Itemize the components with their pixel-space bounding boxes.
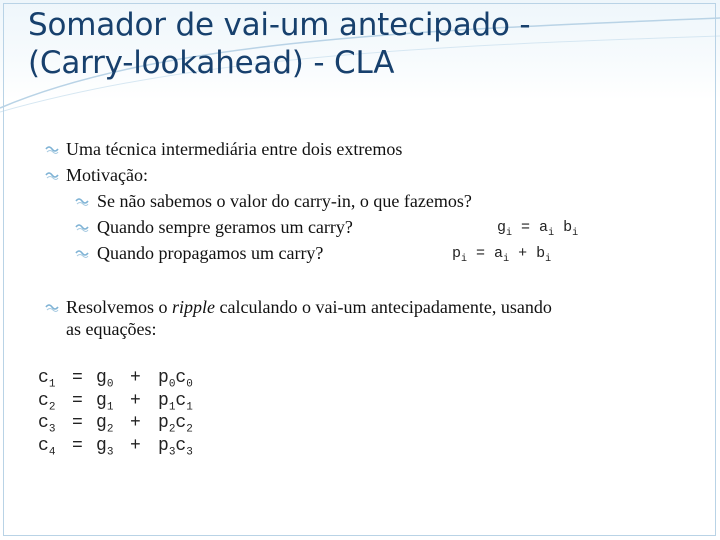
- bullet-text: calculando o vai-um antecipadamente, usando: [215, 297, 552, 317]
- bullet-ripple: [45, 296, 686, 340]
- subbullet-carry-in: [75, 190, 472, 212]
- plus-sign: +: [130, 435, 141, 456]
- propagate-carry-term: $p_2c_2$: [158, 413, 193, 436]
- generate-term: $g_1$: [96, 390, 114, 414]
- bullet-marker-icon: [45, 143, 59, 155]
- equals-sign: =: [72, 368, 83, 388]
- plus-sign: +: [130, 368, 141, 388]
- bullet-marker-icon: [75, 221, 89, 233]
- subbullet-generate: [75, 216, 353, 238]
- subbullet-propagate: [75, 242, 323, 264]
- propagate-carry-term: $p_3c_3$: [158, 435, 193, 459]
- equals-sign: =: [72, 413, 83, 434]
- bullet-marker-icon: [75, 247, 89, 259]
- bullet-motivation: [45, 164, 148, 186]
- title-line-1: Somador de vai-um antecipado -: [28, 7, 531, 43]
- bullet-marker-icon: [45, 169, 59, 181]
- equals-sign: =: [72, 390, 83, 411]
- carry-equation-row: [38, 391, 218, 414]
- bullet-marker-icon: [75, 195, 89, 207]
- carry-equations-table: [38, 368, 218, 458]
- bullet-marker-icon: [45, 301, 59, 313]
- generate-equation: $g_i = a_i$ $b_i$: [497, 219, 579, 239]
- carry-lhs: $c_2$: [38, 390, 56, 414]
- carry-equation-row: [38, 368, 218, 391]
- bullet-text: as equações:: [66, 319, 157, 339]
- bullet-text: Quando propagamos um carry?: [97, 243, 324, 263]
- bullet-text: Se não sabemos o valor do carry-in, o que fazemos?: [97, 191, 472, 211]
- generate-term: $g_2$: [96, 413, 114, 436]
- bullet-text: Motivação:: [66, 165, 148, 185]
- bullet-text: Quando sempre geramos um carry?: [97, 217, 353, 237]
- plus-sign: +: [130, 413, 141, 434]
- plus-sign: +: [130, 390, 141, 411]
- carry-lhs: $c_3$: [38, 413, 56, 436]
- equals-sign: =: [72, 435, 83, 456]
- propagate-carry-term: $p_0c_0$: [158, 368, 193, 391]
- propagate-equation: $p_i = a_i + b_i$: [452, 245, 552, 265]
- bullet-technique: [45, 138, 402, 160]
- carry-equation-row: [38, 413, 218, 436]
- bullet-text: Uma técnica intermediária entre dois extremos: [66, 139, 403, 159]
- propagate-carry-term: $p_1c_1$: [158, 390, 193, 414]
- slide-title: [28, 6, 530, 82]
- generate-term: $g_3$: [96, 435, 114, 459]
- title-line-2: (Carry-lookahead) - CLA: [28, 45, 395, 81]
- carry-equation-row: [38, 436, 218, 459]
- generate-term: $g_0$: [96, 368, 114, 391]
- bullet-text: Resolvemos o: [66, 297, 172, 317]
- ripple-term: ripple: [172, 297, 215, 317]
- carry-lhs: $c_1$: [38, 368, 56, 391]
- carry-lhs: $c_4$: [38, 435, 56, 459]
